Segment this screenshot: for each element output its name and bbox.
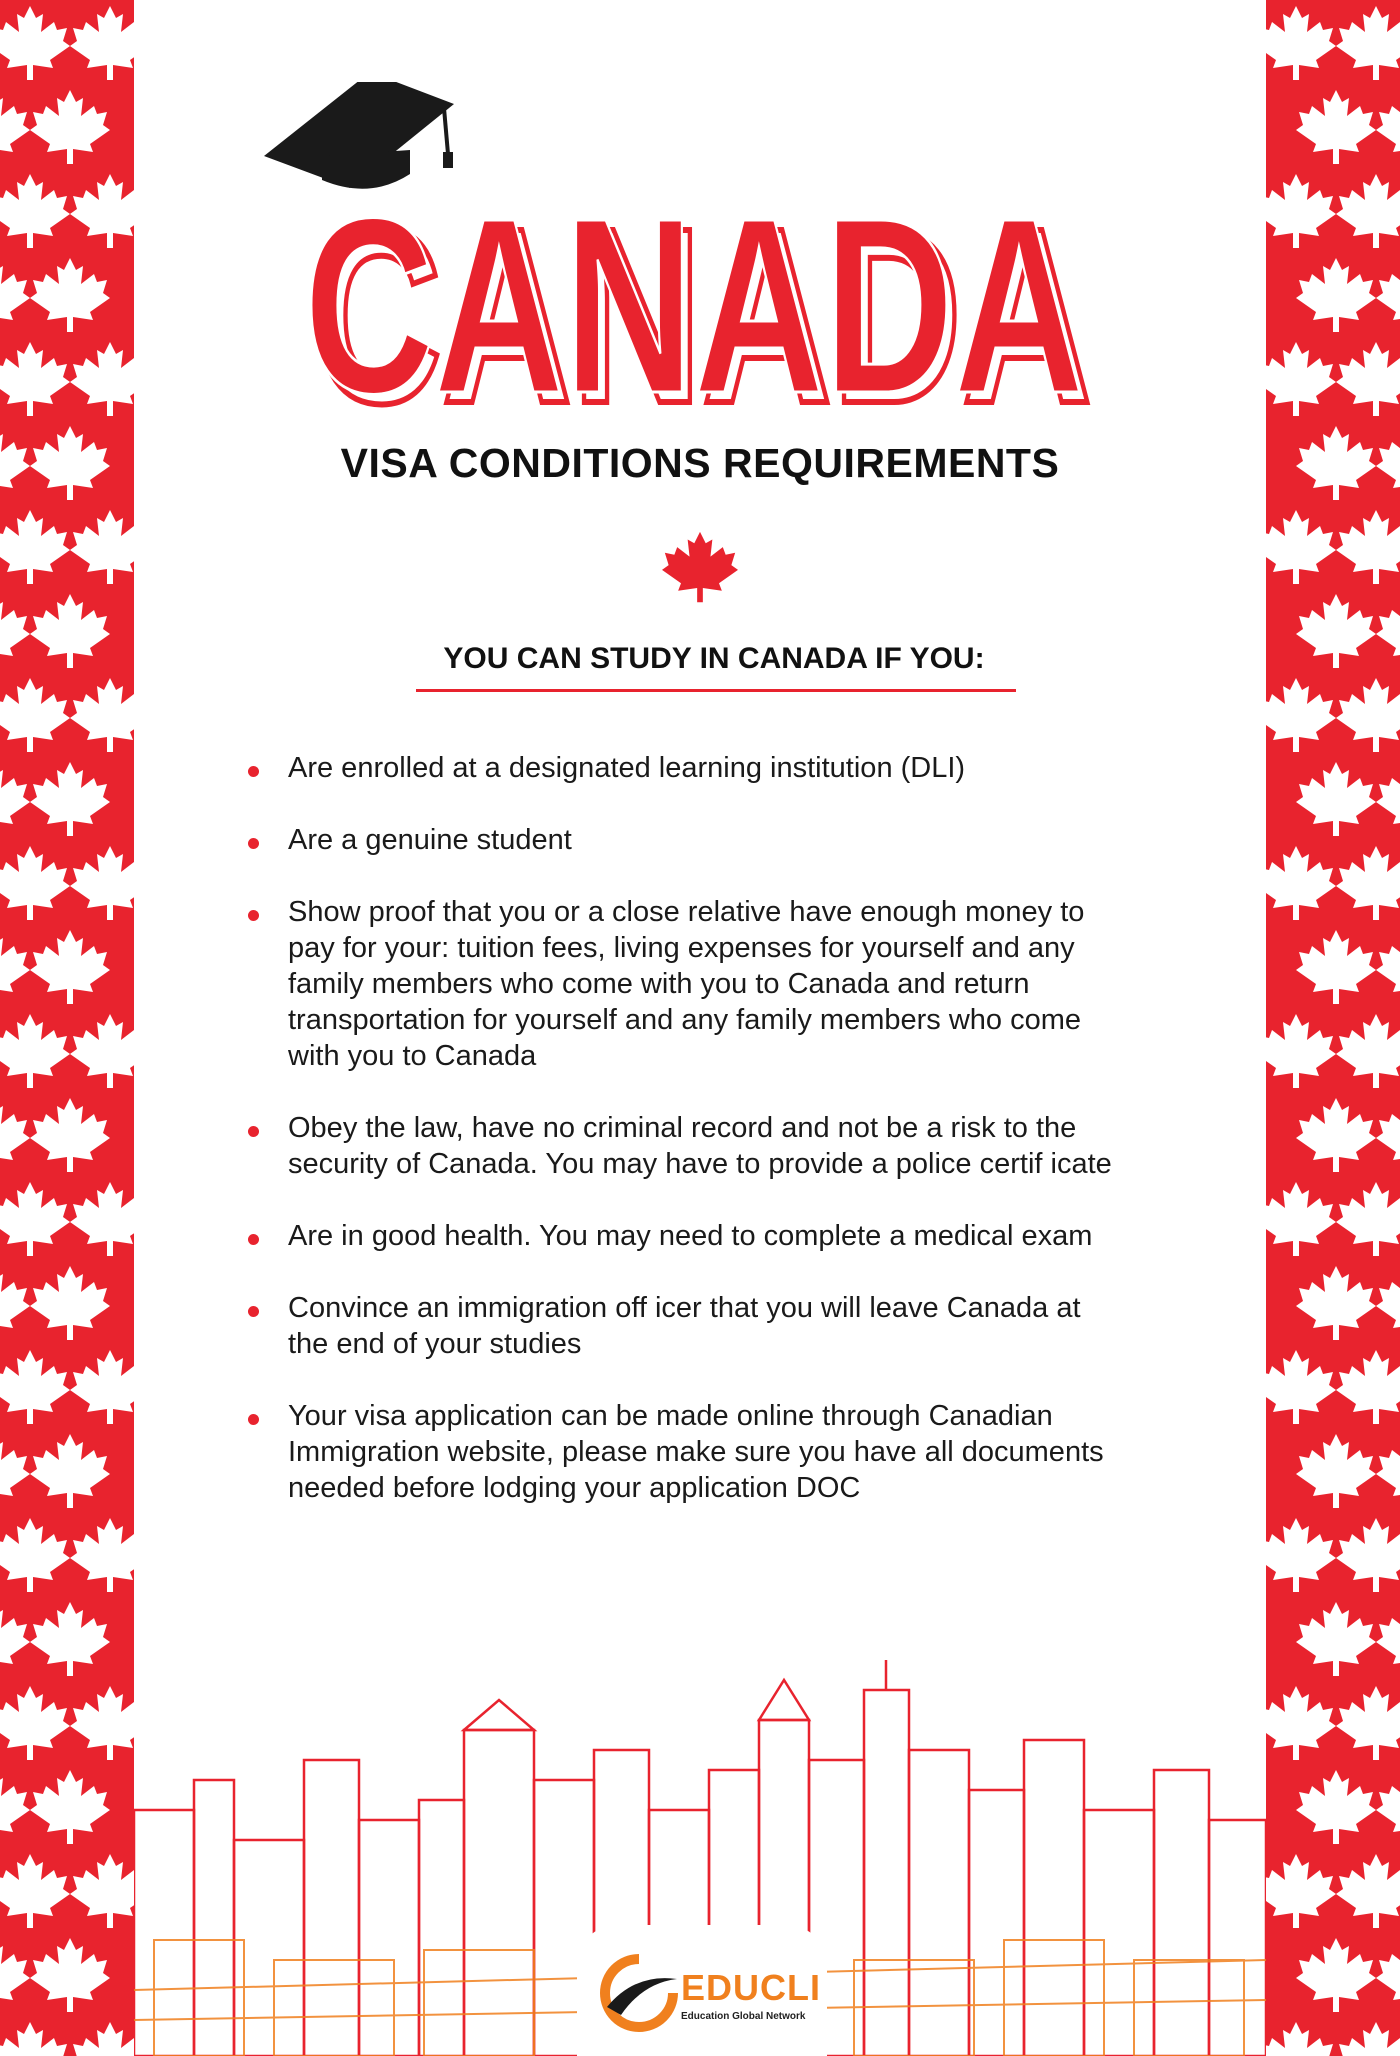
page-subtitle: VISA CONDITIONS REQUIREMENTS bbox=[340, 440, 1060, 486]
requirement-text: Show proof that you or a close relative have enough money to pay for your: tuition fees, living expenses for yourself and any family members who come with you to Canada and return transportation for yourself and any family members who come with you to Canada bbox=[288, 896, 1085, 1072]
list-item bbox=[244, 894, 1124, 1074]
logo-tagline: Education Global Network bbox=[681, 2011, 806, 2022]
maple-leaf-icon bbox=[662, 530, 738, 606]
bullet-icon bbox=[248, 766, 259, 777]
list-item bbox=[244, 750, 1124, 786]
requirement-text: Are enrolled at a designated learning institution (DLI) bbox=[288, 752, 966, 784]
logo-name: EDUCLI bbox=[681, 1967, 821, 2008]
maple-leaf-border-right bbox=[1266, 0, 1400, 2056]
section-heading: YOU CAN STUDY IN CANADA IF YOU: bbox=[443, 642, 985, 675]
svg-text:CANADA: CANADA bbox=[312, 176, 1092, 440]
list-item bbox=[244, 1218, 1124, 1254]
requirement-text: Obey the law, have no criminal record and not be a risk to the security of Canada. You may have to provide a police certif icate bbox=[288, 1112, 1112, 1180]
requirement-text: Are a genuine student bbox=[288, 824, 572, 856]
bullet-icon bbox=[248, 1414, 259, 1425]
requirement-text: Are in good health. You may need to complete a medical exam bbox=[288, 1220, 1093, 1252]
requirement-text: Convince an immigration off icer that you will leave Canada at the end of your studies bbox=[288, 1292, 1081, 1360]
bullet-icon bbox=[248, 1126, 259, 1137]
page-title: CANADA bbox=[304, 166, 1084, 440]
bullet-icon bbox=[248, 1306, 259, 1317]
poster bbox=[134, 0, 1266, 2056]
educli-logo-icon bbox=[599, 1953, 679, 2033]
bullet-icon bbox=[248, 910, 259, 921]
list-item bbox=[244, 1398, 1124, 1506]
section-divider bbox=[416, 689, 1016, 692]
list-item bbox=[244, 1290, 1124, 1362]
educli-logo[interactable] bbox=[577, 1925, 827, 2056]
canada-title-graphic bbox=[284, 140, 1104, 440]
requirements-list bbox=[244, 750, 1124, 1542]
maple-leaf-pattern-icon bbox=[1266, 0, 1400, 2056]
bullet-icon bbox=[248, 1234, 259, 1245]
requirement-text: Your visa application can be made online through Canadian Immigration website, please make sure you have all documents needed before lodging your application DOC bbox=[288, 1400, 1104, 1504]
maple-leaf-border-left bbox=[0, 0, 134, 2056]
list-item bbox=[244, 1110, 1124, 1182]
list-item bbox=[244, 822, 1124, 858]
bullet-icon bbox=[248, 838, 259, 849]
maple-leaf-pattern-icon bbox=[0, 0, 134, 2056]
